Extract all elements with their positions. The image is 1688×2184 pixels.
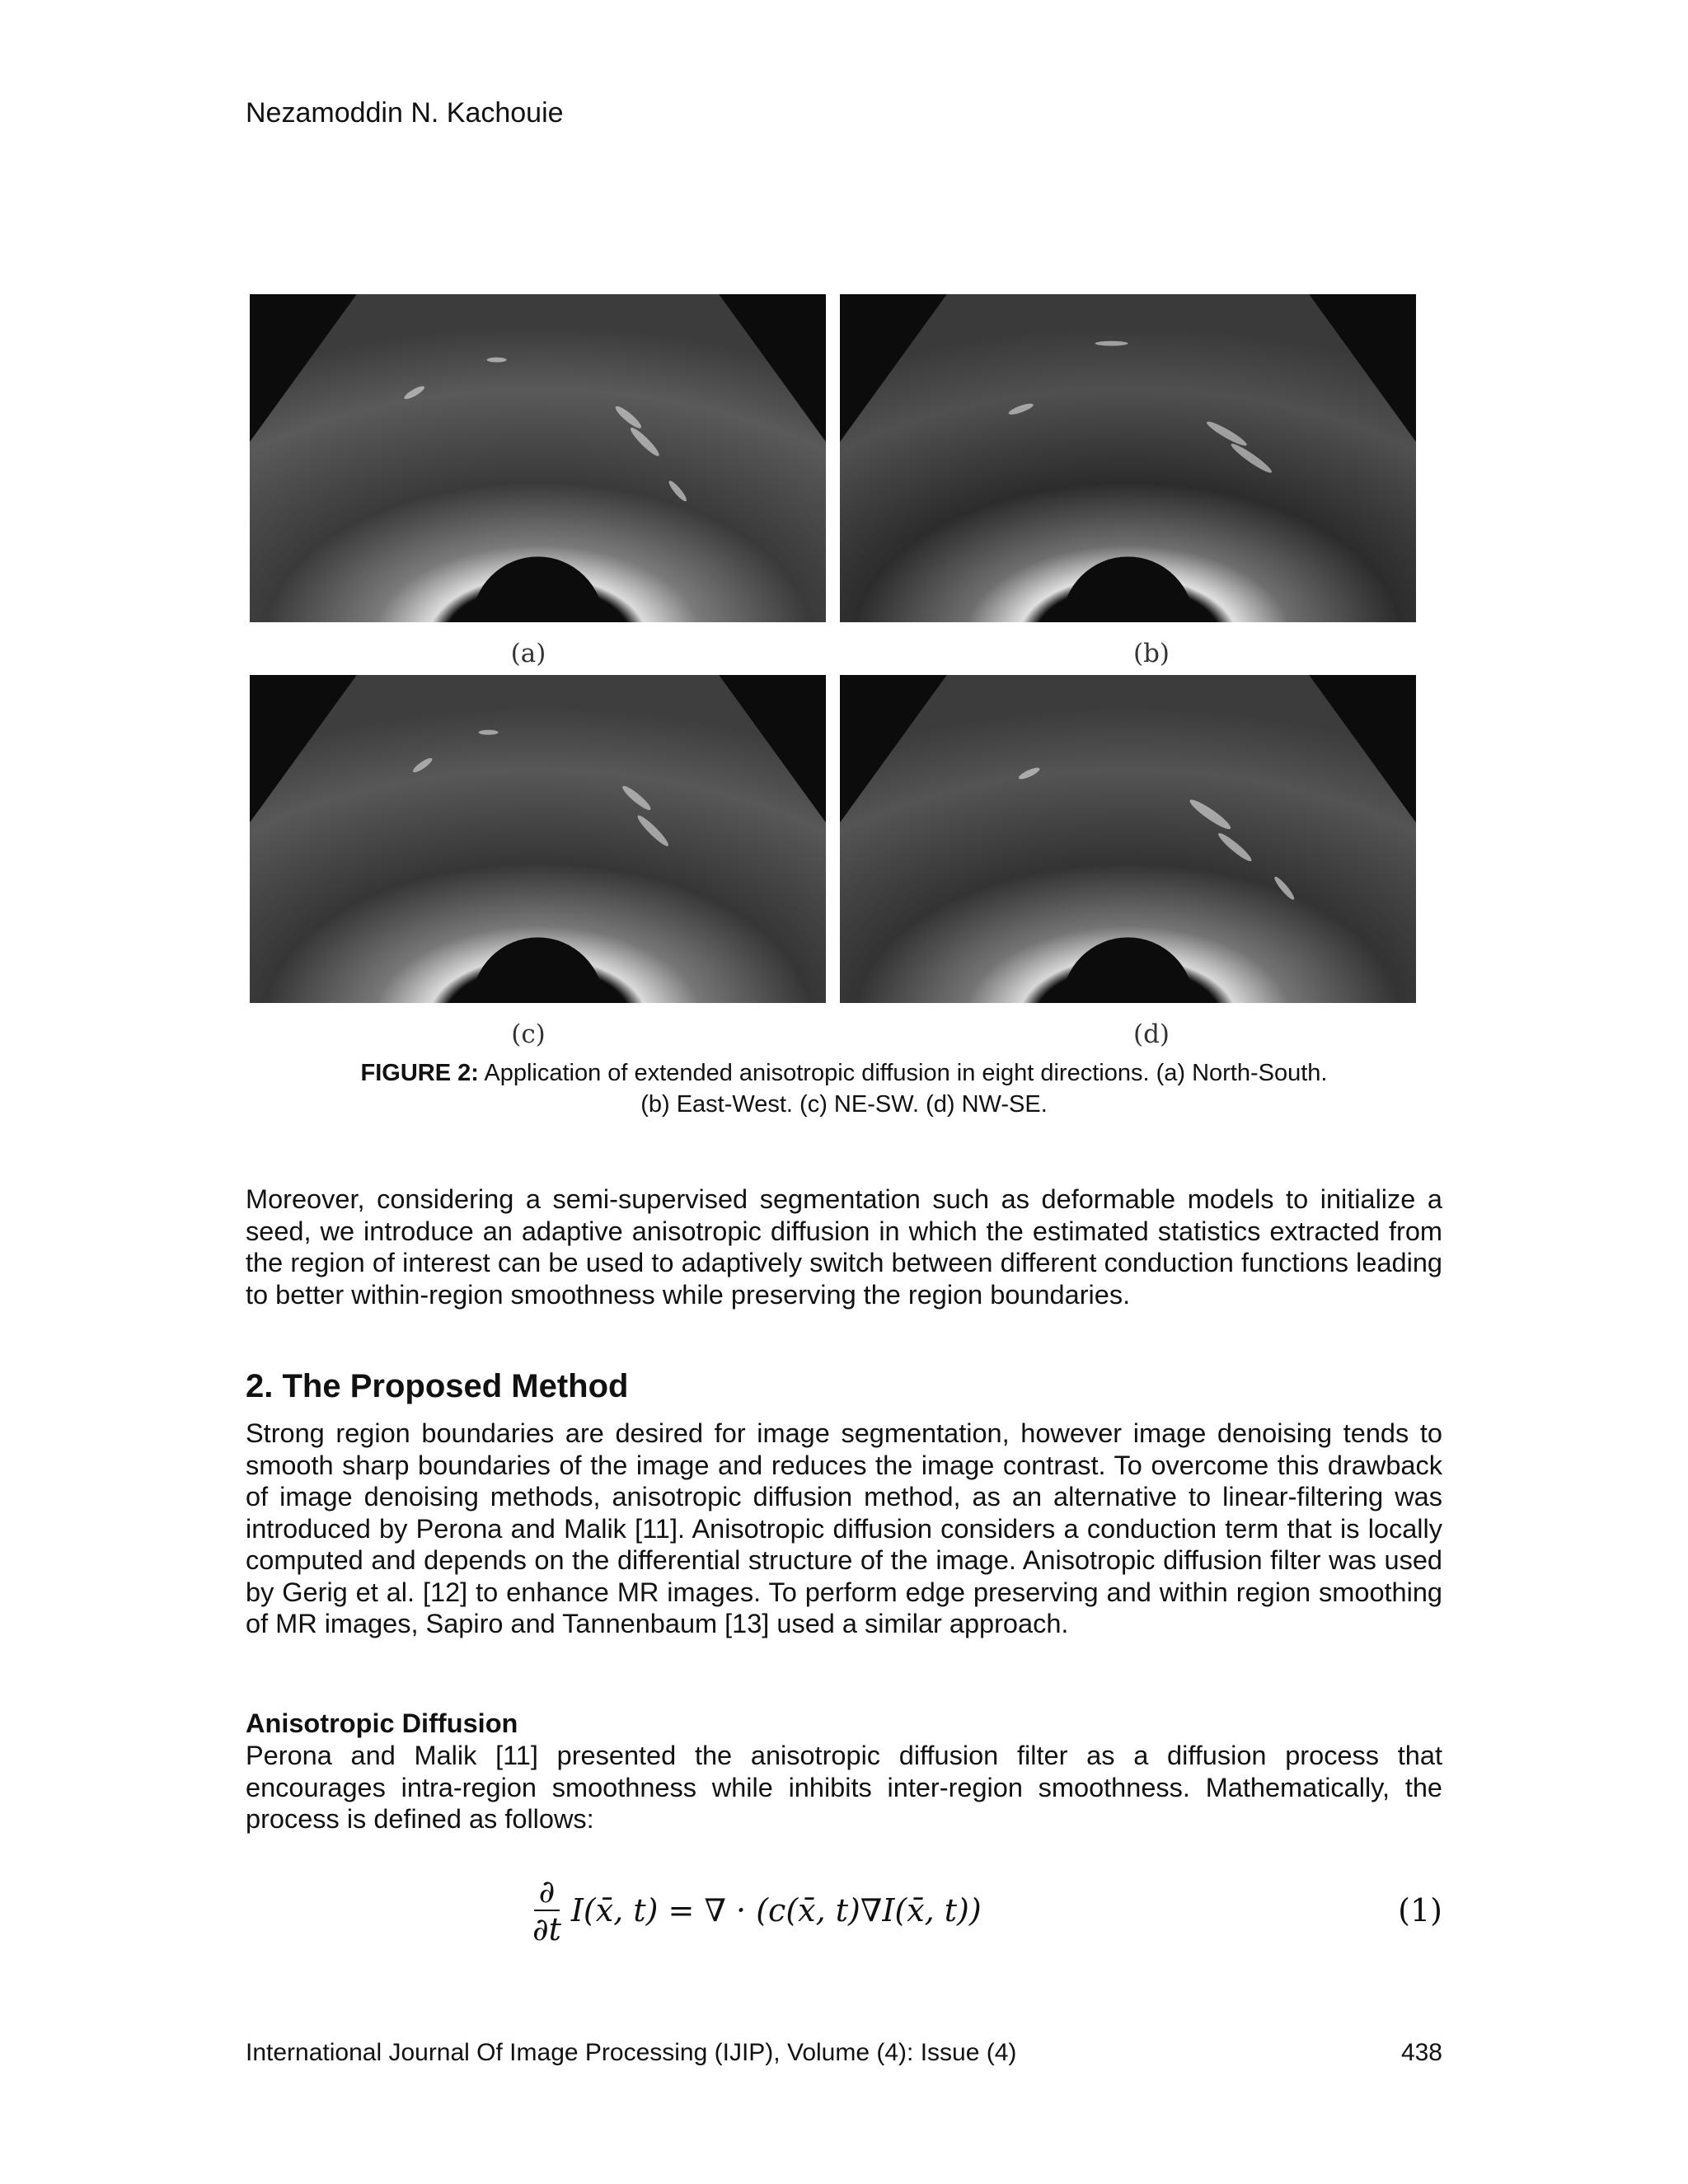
figure-caption-prefix: FIGURE 2:: [360, 1060, 479, 1086]
section-heading: 2. The Proposed Method: [246, 1368, 629, 1404]
figure-caption-line1: Application of extended anisotropic diffusion in eight directions. (a) North-South.: [478, 1060, 1328, 1086]
figure-caption: [246, 1057, 1442, 1120]
figure-panel-c: [250, 675, 826, 1003]
equation-expression: I(x̄, t) = ∇ · (c(x̄, t)∇I(x̄, t)): [570, 1892, 982, 1929]
footer-journal: International Journal Of Image Processing (IJIP), Volume (4): Issue (4): [246, 2039, 1017, 2066]
subsection-paragraph: Perona and Malik [11] presented the anisotropic diffusion filter as a diffusion process that encourages intra-region smoothness while inhibits inter-region smoothness. Mathematically, the process is defined as follows:: [246, 1741, 1442, 1834]
figure-panel-c-label: (c): [511, 1019, 546, 1049]
figure-panel-b-label: (b): [1132, 639, 1170, 668]
partial-derivative: [528, 1873, 566, 1947]
running-header-author: Nezamoddin N. Kachouie: [246, 97, 564, 129]
figure-panel-b: [840, 294, 1416, 622]
derivative-denominator: ∂t: [532, 1911, 561, 1947]
equation-number: (1): [1398, 1892, 1442, 1929]
subsection-heading: Anisotropic Diffusion: [246, 1708, 518, 1738]
footer-page-number: 438: [1400, 2039, 1442, 2066]
derivative-numerator: ∂: [534, 1873, 560, 1911]
figure-caption-line2: (b) East-West. (c) NE-SW. (d) NW-SE.: [640, 1091, 1048, 1118]
equation-body: [528, 1861, 982, 1960]
section-paragraph: Strong region boundaries are desired for image segmentation, however image denoising tends to smooth sharp boundaries of the image and reduces the image contrast. To overcome this drawback of image denoising methods, anisotropic diffusion method, as an alternative to linear-filtering was introduced by Perona and Malik [11]. Anisotropic diffusion considers a conduction term that is locally computed and depends on the differential structure of the image. Anisotropic diffusion filter was used by Gerig et al. [12] to enhance MR images. To perform edge preserving and within region smoothing of MR images, Sapiro and Tannenbaum [13] used a similar approach.: [246, 1418, 1442, 1638]
figure-panel-a: [250, 294, 826, 622]
body-paragraph-intro: Moreover, considering a semi-supervised segmentation such as deformable models to initialize a seed, we introduce an adaptive anisotropic diffusion in which the estimated statistics extracted from the region of interest can be used to adaptively switch between different conduction functions leading to better within-region smoothness while preserving the region boundaries.: [246, 1184, 1442, 1310]
equation-1: [528, 1861, 1442, 1960]
figure-panel-a-label: (a): [510, 639, 546, 668]
figure-panel-d-label: (d): [1132, 1019, 1170, 1049]
figure-panel-d: [840, 675, 1416, 1003]
